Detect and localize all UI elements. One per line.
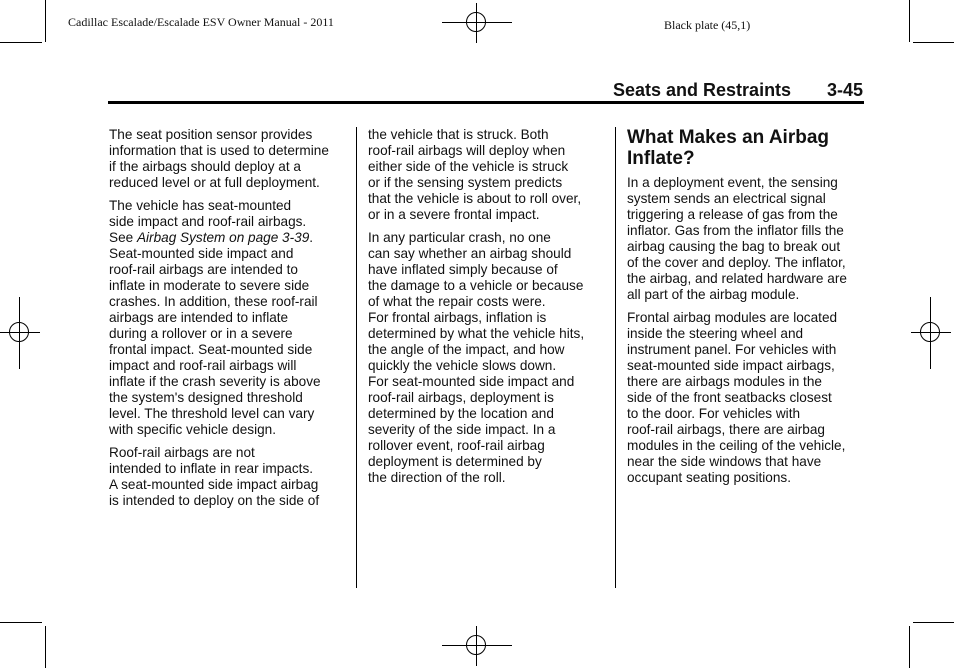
paragraph-struck-side [368, 127, 610, 223]
text-line: determined by what the vehicle hits, [368, 326, 585, 341]
text-line: information that is used to determine [109, 143, 329, 158]
reference-period: . [309, 230, 314, 245]
text-line: of what the repair costs were. [368, 294, 546, 309]
text-line: level. The threshold level can vary [109, 406, 315, 421]
text-line: the vehicle that is struck. Both [368, 127, 549, 142]
text-line: there are airbags modules in the [627, 374, 822, 389]
text-line: or if the sensing system predicts [368, 175, 563, 190]
text-line: the system's designed threshold [109, 390, 303, 405]
text-line: roof-rail airbags, there are airbag [627, 422, 825, 437]
text-line: roof-rail airbags, deployment is [368, 390, 554, 405]
registration-mark-top [457, 3, 497, 43]
cross-reference-link[interactable]: Airbag System on page 3-39 [136, 230, 310, 245]
text-line: inside the steering wheel and [627, 326, 804, 341]
text-line: Seat-mounted side impact and [109, 246, 294, 261]
header-rule [108, 101, 864, 104]
text-line: is intended to deploy on the side of [109, 493, 320, 508]
crop-mark-top-right-horizontal [913, 42, 954, 43]
text-line: modules in the ceiling of the vehicle, [627, 438, 846, 453]
text-line: occupant seating positions. [627, 470, 791, 485]
page-number: 3-45 [827, 80, 864, 100]
text-line: near the side windows that have [627, 454, 822, 469]
text-line: For frontal airbags, inflation is [368, 310, 547, 325]
text-line: frontal impact. Seat-mounted side [109, 342, 313, 357]
column-divider-2 [615, 127, 616, 588]
text-line: In a deployment event, the sensing [627, 175, 838, 190]
text-line: Roof-rail airbags are not [109, 445, 255, 460]
text-line: the airbag, and related hardware are [627, 271, 847, 286]
paragraph-module-locations [627, 310, 867, 486]
paragraph-deployment-event [627, 175, 867, 303]
text-line: the angle of the impact, and how [368, 342, 565, 357]
text-line: airbags are intended to inflate [109, 310, 289, 325]
crop-mark-bottom-right-horizontal [913, 622, 954, 623]
text-line: seat-mounted side impact airbags, [627, 358, 835, 373]
text-line: side impact and roof-rail airbags. [109, 214, 307, 229]
text-line: A seat-mounted side impact airbag [109, 477, 319, 492]
text-line: can say whether an airbag should [368, 246, 572, 261]
text-line: of the cover and deploy. The inflator, [627, 255, 846, 270]
text-line-with-reference [109, 230, 351, 246]
column-3 [627, 127, 867, 493]
text-line: roof-rail airbags will deploy when [368, 143, 566, 158]
text-line: roof-rail airbags are intended to [109, 262, 298, 277]
paragraph-seat-sensor [109, 127, 351, 191]
crop-mark-top-right-vertical [909, 0, 910, 42]
manual-title: Cadillac Escalade/Escalade ESV Owner Manual - 2011 [68, 15, 334, 29]
registration-mark-bottom [457, 626, 497, 666]
text-line: all part of the airbag module. [627, 287, 800, 302]
text-line: inflator. Gas from the inflator fills the [627, 223, 844, 238]
paragraph-roof-rail [109, 445, 351, 509]
see-label: See [109, 230, 134, 245]
registration-mark-right [911, 313, 951, 353]
crop-mark-bottom-left-horizontal [0, 622, 42, 623]
column-2 [368, 127, 610, 493]
text-line: instrument panel. For vehicles with [627, 342, 837, 357]
plate-label: Black plate (45,1) [664, 18, 751, 32]
text-line: during a rollover or in a severe [109, 326, 293, 341]
text-line: impact and roof-rail airbags will [109, 358, 297, 373]
text-line: system sends an electrical signal [627, 191, 826, 206]
crop-mark-bottom-right-vertical [909, 626, 910, 668]
text-line: have inflated simply because of [368, 262, 558, 277]
crop-mark-bottom-left-vertical [45, 626, 46, 668]
text-line: The vehicle has seat-mounted [109, 198, 292, 213]
section-heading [627, 127, 867, 169]
crop-mark-top-left-vertical [45, 0, 46, 42]
text-line: quickly the vehicle slows down. [368, 358, 557, 373]
heading-line: Inflate? [627, 148, 695, 169]
text-line: Frontal airbag modules are located [627, 310, 838, 325]
text-line: side of the front seatbacks closest [627, 390, 832, 405]
column-1 [109, 127, 351, 516]
column-divider-1 [356, 127, 357, 588]
text-line: For seat-mounted side impact and [368, 374, 575, 389]
text-line: reduced level or at full deployment. [109, 175, 320, 190]
text-line: inflate if the crash severity is above [109, 374, 321, 389]
text-line: The seat position sensor provides [109, 127, 313, 142]
text-line: intended to inflate in rear impacts. [109, 461, 314, 476]
paragraph-side-impact [109, 198, 351, 438]
text-line: rollover event, roof-rail airbag [368, 438, 545, 453]
text-line: that the vehicle is about to roll over, [368, 191, 582, 206]
text-line: if the airbags should deploy at a [109, 159, 301, 174]
text-line: severity of the side impact. In a [368, 422, 556, 437]
registration-mark-left [0, 313, 40, 353]
text-line: with specific vehicle design. [109, 422, 276, 437]
crop-mark-top-left-horizontal [0, 42, 42, 43]
text-line: either side of the vehicle is struck [368, 159, 569, 174]
text-line: to the door. For vehicles with [627, 406, 801, 421]
heading-line: What Makes an Airbag [627, 127, 830, 148]
text-line: the direction of the roll. [368, 470, 506, 485]
text-line: airbag causing the bag to break out [627, 239, 841, 254]
text-line: inflate in moderate to severe side [109, 278, 310, 293]
text-line: or in a severe frontal impact. [368, 207, 540, 222]
text-line: In any particular crash, no one [368, 230, 551, 245]
text-line: deployment is determined by [368, 454, 542, 469]
paragraph-any-crash [368, 230, 610, 486]
text-line: triggering a release of gas from the [627, 207, 838, 222]
text-line: the damage to a vehicle or because [368, 278, 584, 293]
section-title: Seats and Restraints [613, 80, 792, 100]
text-line: determined by the location and [368, 406, 554, 421]
text-line: crashes. In addition, these roof-rail [109, 294, 318, 309]
